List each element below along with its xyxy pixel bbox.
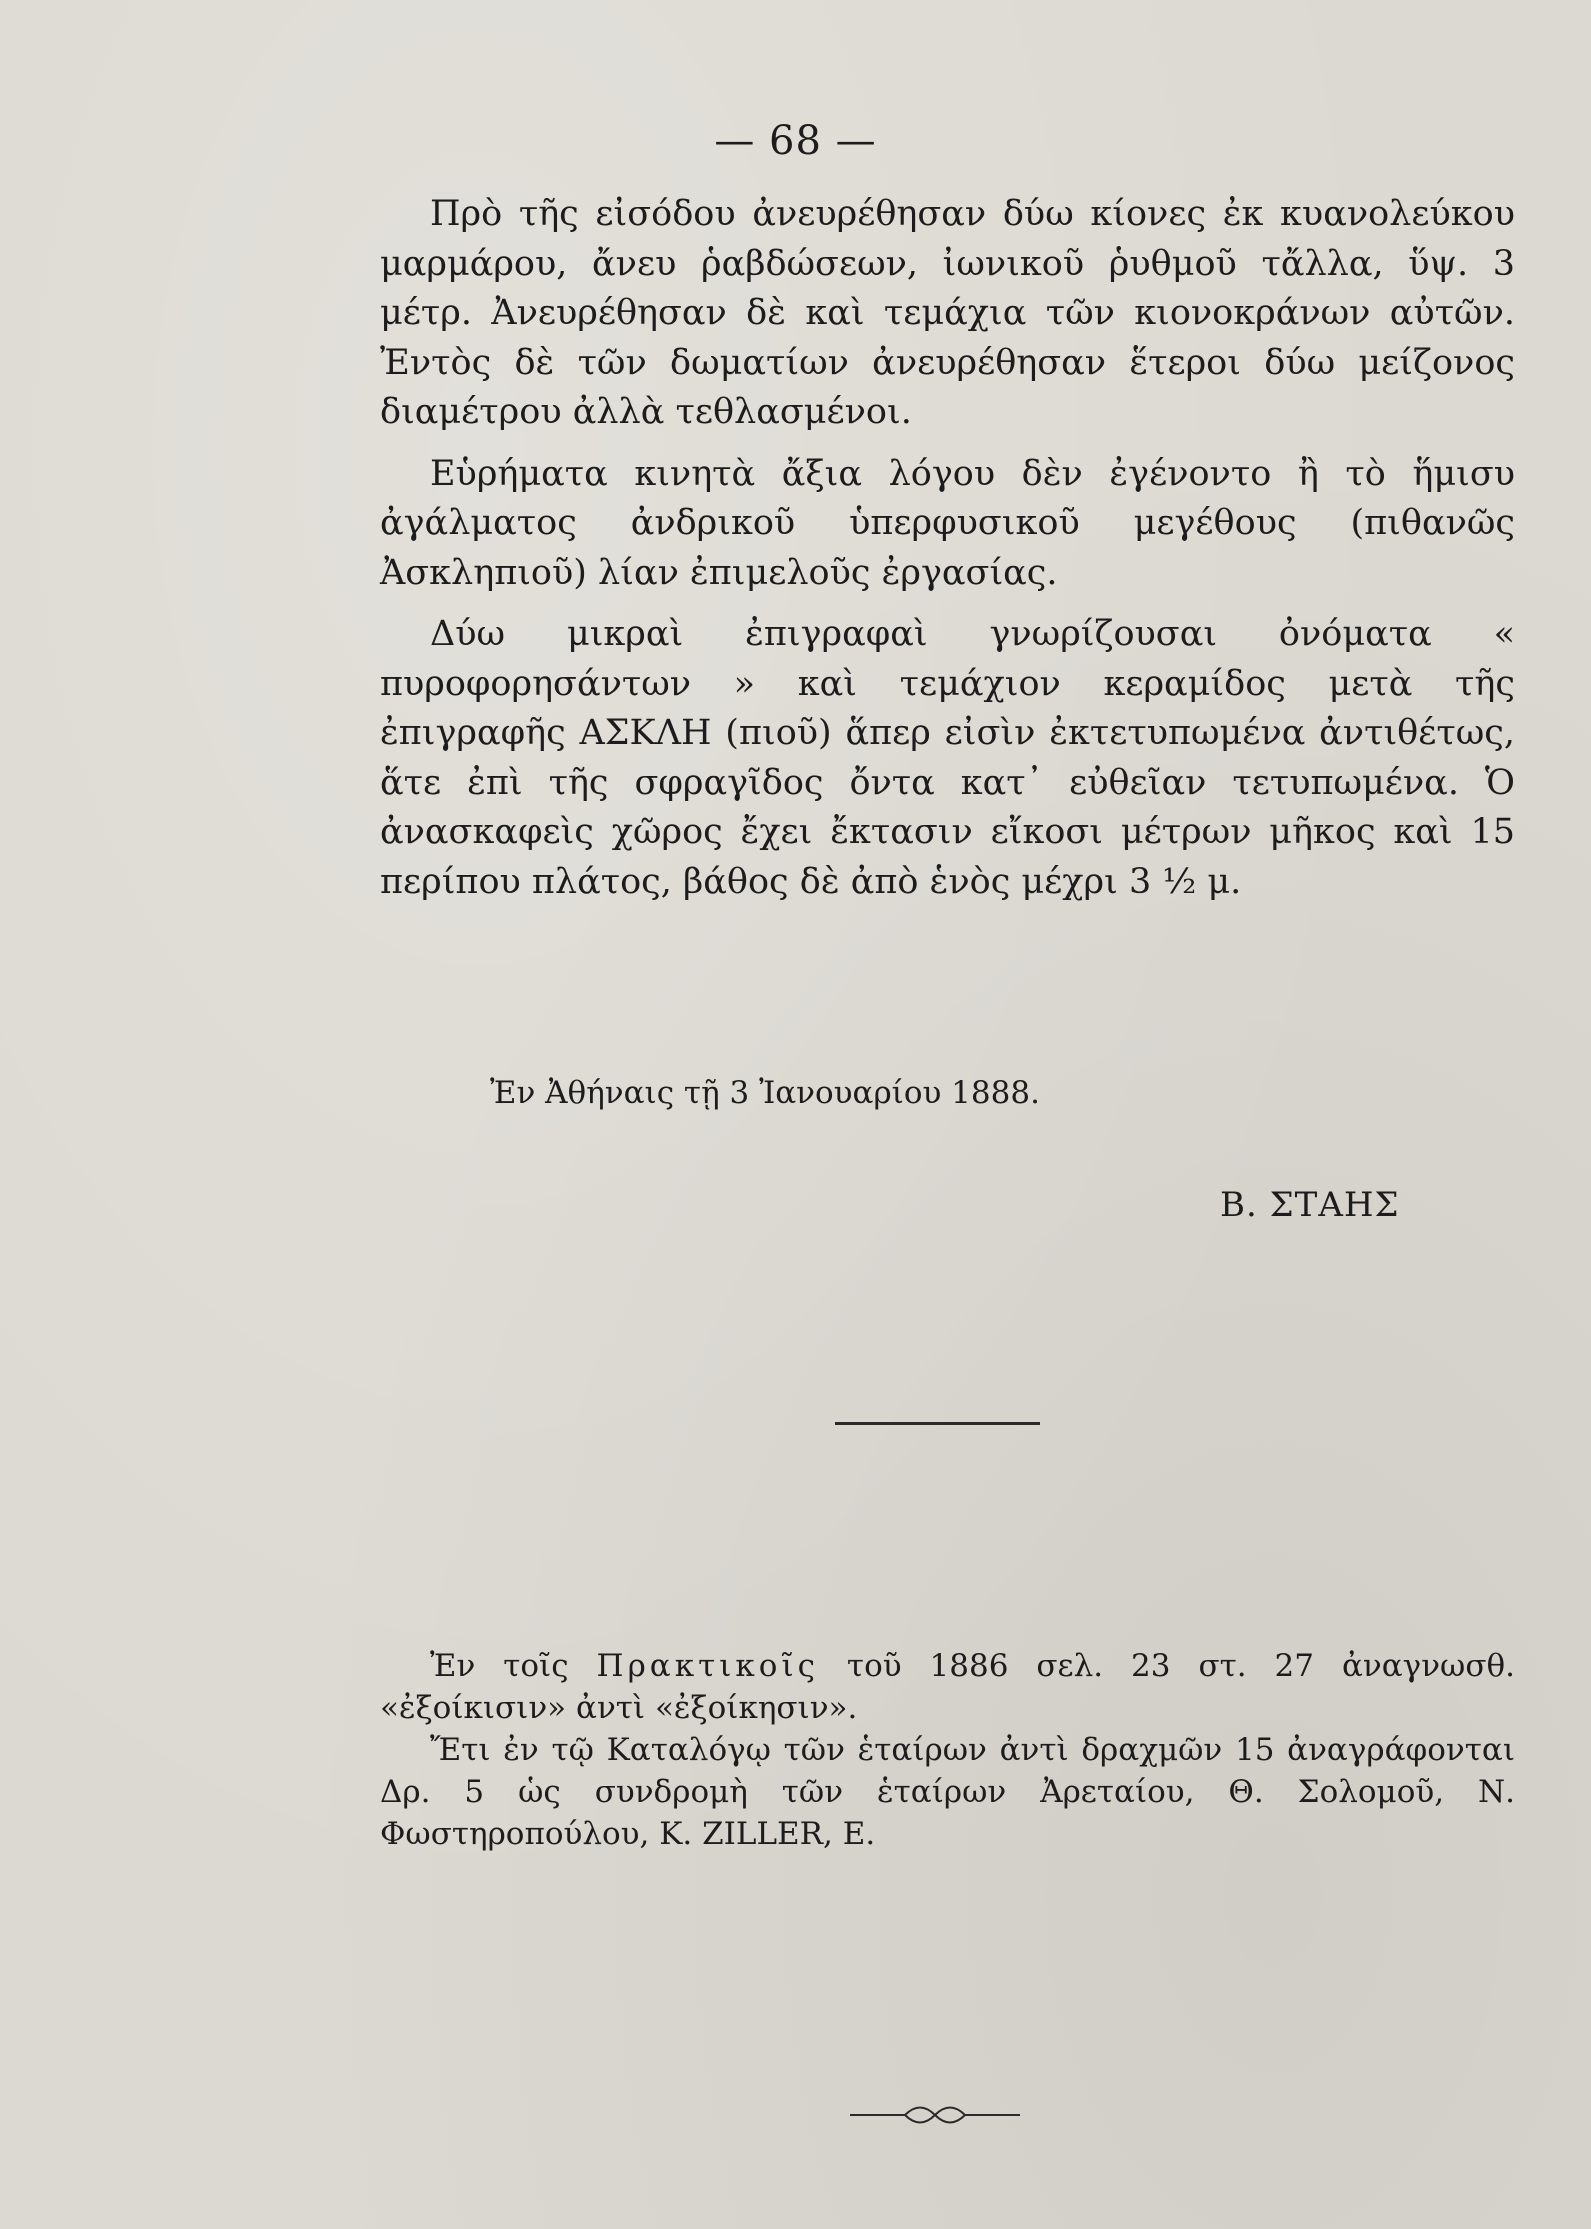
page-number: — 68 —: [714, 118, 877, 164]
note-catalogue: Ἔτι ἐν τῷ Καταλόγῳ τῶν ἑταίρων ἀντὶ δραχμῶν 15 ἀναγράφονται Δρ. 5 ὡς συνδρομὴ τῶν ἑταίρων Ἀρεταίου, Θ. Σολομοῦ, Ν. Φωστηροπούλου, Κ. ZILLER, Ε.: [380, 1732, 1515, 1852]
footnotes: [380, 1645, 1515, 1855]
signature: Β. ΣΤΑΗΣ: [1220, 1185, 1400, 1225]
ornament-divider: [850, 2100, 1020, 2130]
note-corrigendum-spaced: Πρακτικοῖς: [596, 1648, 819, 1684]
separator-rule: [835, 1422, 1040, 1425]
note-corrigendum-rest: τοῦ 1886 σελ. 23 στ. 27 ἀναγνωσθ. «ἐξοίκισιν» ἀντὶ «ἐξοίκησιν».: [380, 1648, 1516, 1726]
dateline: Ἐν Ἀθήναις τῇ 3 Ἰανουαρίου 1888.: [490, 1075, 1040, 1111]
note-corrigendum: [380, 1645, 1515, 1729]
main-text: [380, 190, 1515, 919]
paragraph-finds: Εὑρήματα κινητὰ ἄξια λόγου δὲν ἐγένοντο ἢ τὸ ἥμισυ ἀγάλματος ἀνδρικοῦ ὑπερφυσικοῦ μεγέθους (πιθανῶς Ἀσκληπιοῦ) λίαν ἐπιμελοῦς ἐργασίας.: [380, 453, 1515, 593]
paragraph-columns: Πρὸ τῆς εἰσόδου ἀνευρέθησαν δύω κίονες ἐκ κυανολεύκου μαρμάρου, ἄνευ ῥαβδώσεων, ἰωνικοῦ ῥυθμοῦ τἄλλα, ὕψ. 3 μέτρ. Ἀνευρέθησαν δὲ καὶ τεμάχια τῶν κιονοκράνων αὐτῶν. Ἐντὸς δὲ τῶν δωματίων ἀνευρέθησαν ἕτεροι δύω μείζονος διαμέτρου ἀλλὰ τεθλασμένοι.: [380, 194, 1515, 432]
note-corrigendum-start: Ἐν τοῖς: [430, 1648, 597, 1684]
paragraph-inscriptions: Δύω μικραὶ ἐπιγραφαὶ γνωρίζουσαι ὀνόματα « πυροφορησάντων » καὶ τεμάχιον κεραμίδος μετὰ τῆς ἐπιγραφῆς ΑΣΚΛΗ (πιοῦ) ἅπερ εἰσὶν ἐκτετυπωμένα ἀντιθέτως, ἅτε ἐπὶ τῆς σφραγῖδος ὄντα κατ᾽ εὐθεῖαν τετυπωμένα. Ὁ ἀνασκαφεὶς χῶρος ἔχει ἔκτασιν εἴκοσι μέτρων μῆκος καὶ 15 περίπου πλάτος, βάθος δὲ ἀπὸ ἑνὸς μέχρι 3 ½ μ.: [380, 614, 1515, 902]
